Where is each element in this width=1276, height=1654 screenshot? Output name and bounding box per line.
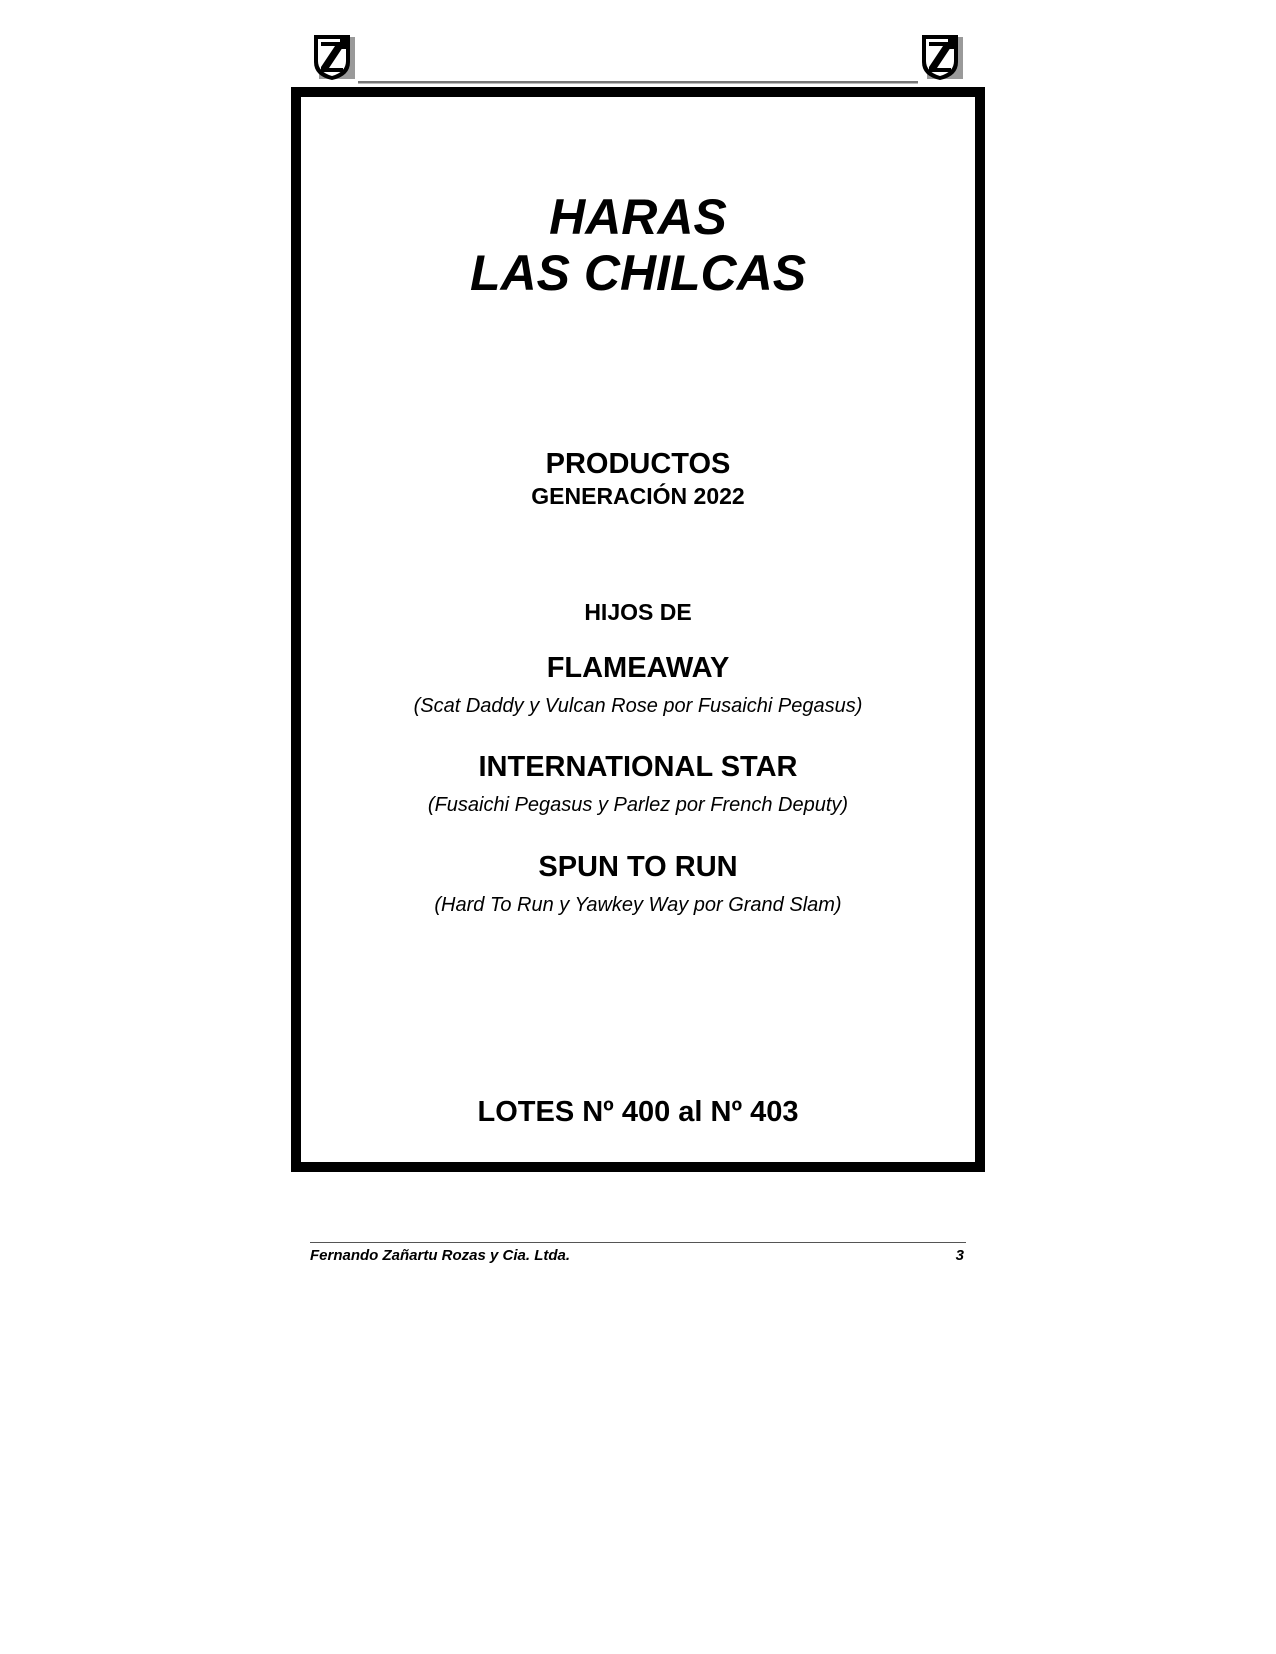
page-header [310,30,966,86]
sire-name: SPUN TO RUN [538,851,738,883]
sire-pedigree: (Scat Daddy y Vulcan Rose por Fusaichi Pegasus) [413,695,863,717]
footer-company: Fernando Zañartu Rozas y Cia. Ltda. [310,1247,571,1264]
sire-name: FLAMEAWAY [546,652,730,684]
page-number: 3 [955,1247,964,1264]
sire-name: INTERNATIONAL STAR [478,751,798,783]
lots-range: LOTES Nº 400 al Nº 403 [477,1096,799,1128]
sire-pedigree: (Fusaichi Pegasus y Parlez por French Deputy) [427,794,849,816]
products-heading: PRODUCTOS [545,448,731,480]
page-footer [310,1242,966,1264]
header-rule [358,81,918,84]
title-line-1: HARAS [549,189,727,245]
fz-logo-icon [918,32,966,82]
cover-frame [291,87,985,1172]
generation-heading: GENERACIÓN 2022 [531,483,745,509]
sons-of-heading: HIJOS DE [584,599,692,625]
fz-logo-icon [310,32,358,82]
sire-pedigree: (Hard To Run y Yawkey Way por Grand Slam) [434,894,842,916]
title-line-2: LAS CHILCAS [469,245,807,301]
